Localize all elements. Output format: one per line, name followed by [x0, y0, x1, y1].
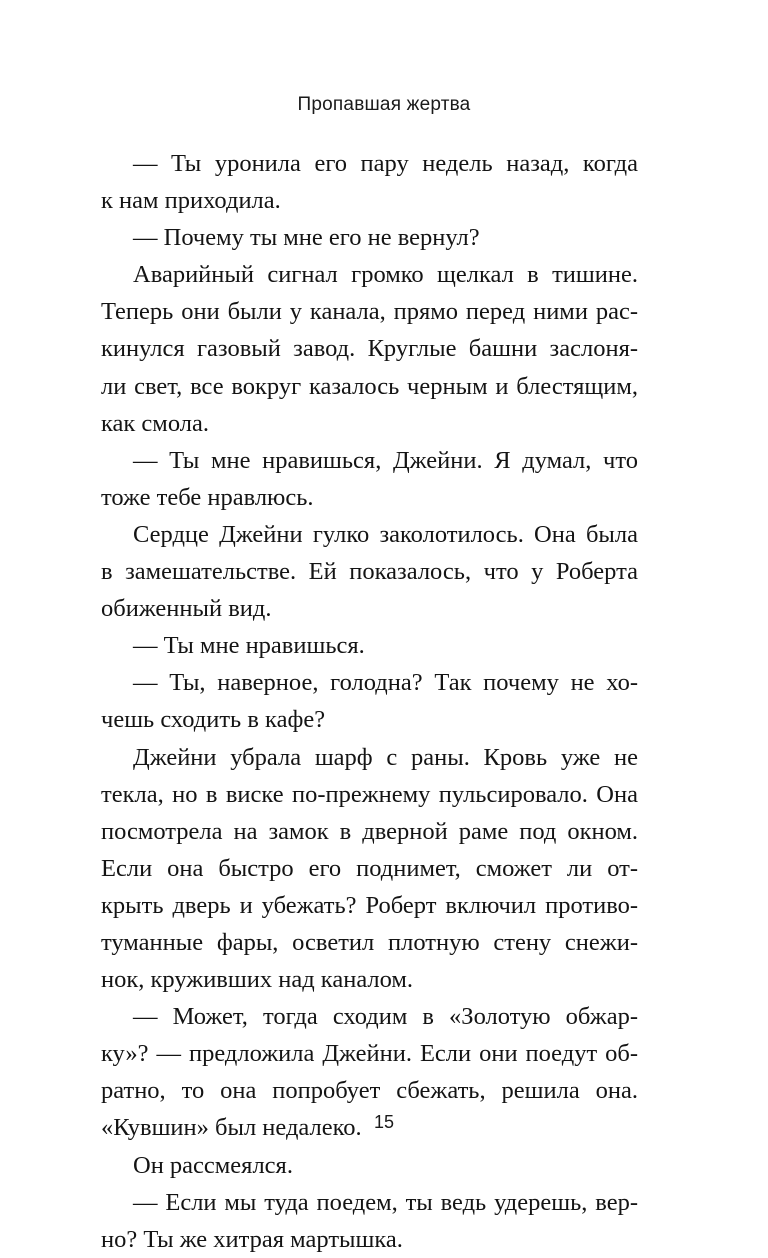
text-line: в замешательстве. Ей показалось, что у Роберта	[101, 558, 638, 586]
text-line: — Ты мне нравишься, Джейни. Я думал, что	[133, 446, 638, 474]
text-line: — Ты уронила его пару недель назад, когда	[133, 150, 638, 177]
text-line: текла, но в виске по-прежнему пульсировало. Она	[101, 780, 638, 808]
text-line: — Ты, наверное, голодна? Так почему не хо-	[133, 669, 638, 697]
text-line: Джейни убрала шарф с раны. Кровь уже не	[133, 743, 638, 771]
text-line: Сердце Джейни гулко заколотилось. Она была	[133, 520, 638, 548]
text-line: посмотрела на замок в дверной раме под окном.	[101, 817, 638, 845]
text-line: туманные фары, осветил плотную стену снежи-	[101, 928, 638, 956]
text-line: Он рассмеялся.	[133, 1151, 293, 1179]
text-line: — Может, тогда сходим в «Золотую обжар-	[133, 1003, 638, 1031]
text-line: — Почему ты мне его не вернул?	[133, 224, 480, 252]
text-line: ли свет, все вокруг казалось черным и блестящим,	[101, 372, 638, 400]
text-line: — Ты мне нравишься.	[133, 632, 365, 660]
text-line: — Если мы туда поедем, ты ведь удерешь, вер-	[133, 1188, 638, 1216]
text-line: кинулся газовый завод. Круглые башни заслоня-	[101, 335, 638, 363]
text-line: чешь сходить в кафе?	[101, 706, 326, 734]
text-line: ратно, то она попробует сбежать, решила она.	[101, 1077, 638, 1105]
text-line: как смола.	[101, 409, 209, 437]
page-number: 15	[373, 1112, 395, 1132]
body-text	[101, 145, 638, 1258]
text-line: крыть дверь и убежать? Роберт включил противо-	[101, 891, 638, 919]
text-line: Аварийный сигнал громко щелкал в тишине.	[133, 261, 638, 289]
text-line: «Кувшин» был недалеко.	[101, 1114, 362, 1142]
text-line: ку»? — предложила Джейни. Если они поедут об-	[101, 1040, 638, 1068]
text-line: Если она быстро его поднимет, сможет ли от-	[101, 854, 638, 882]
text-line: нок, круживших над каналом.	[101, 966, 414, 994]
text-line: но? Ты же хитрая мартышка.	[101, 1225, 403, 1253]
text-line: к нам приходила.	[101, 187, 281, 215]
running-head: Пропавшая жертва	[297, 94, 471, 115]
text-line: обиженный вид.	[101, 595, 272, 623]
text-line: Теперь они были у канала, прямо перед ними рас-	[101, 298, 638, 326]
text-line: тоже тебе нравлюсь.	[101, 483, 314, 511]
